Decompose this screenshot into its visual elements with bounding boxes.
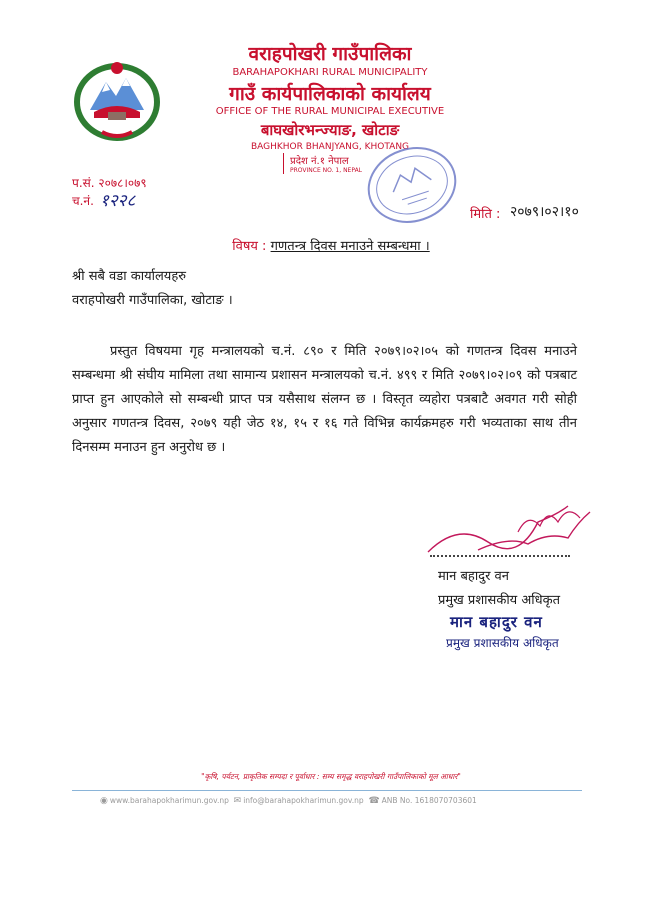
addressee-line-1: श्री सबै वडा कार्यालयहरु bbox=[72, 269, 187, 284]
office-stamp-icon bbox=[362, 140, 462, 230]
office-name-devanagari: गाउँ कार्यपालिकाको कार्यालय bbox=[229, 83, 431, 105]
reference-cn-value: १२२८ bbox=[100, 191, 136, 211]
org-name-english: BARAHAPOKHARI RURAL MUNICIPALITY bbox=[232, 67, 428, 78]
handwritten-signature bbox=[418, 492, 598, 572]
signatory-title: प्रमुख प्रशासकीय अधिकृत bbox=[438, 593, 561, 608]
province-english: PROVINCE NO. 1, NEPAL bbox=[290, 167, 363, 174]
footer-email: info@barahapokharimun.gov.np bbox=[243, 796, 364, 805]
globe-icon: ◉ bbox=[100, 796, 108, 806]
date-value: २०७९।०२।१० bbox=[510, 204, 579, 220]
footer-divider bbox=[72, 790, 582, 791]
footer-contact bbox=[100, 796, 477, 806]
signatory-name: मान बहादुर वन bbox=[438, 569, 509, 584]
subject-label: विषय : bbox=[232, 239, 267, 254]
email-icon: ✉ bbox=[233, 796, 242, 806]
reference-cn-label: च.नं. bbox=[72, 194, 94, 208]
signatory-stamp-title: प्रमुख प्रशासकीय अधिकृत bbox=[446, 636, 559, 650]
letter-body: प्रस्तुत विषयमा गृह मन्त्रालयको च.नं. ८९० र मिति २०७९।०२।०५ को गणतन्त्र दिवस मनाउने सम्बन्धमा श्री संघीय मामिला तथा सामान्य प्रशासन मन्त्रालयको च.नं. ४९९ र मिति २०७९।०२।०९ को पत्रबाट प्राप्त हुन आएकोले सो सम्बन्धी प्राप्त पत्र यसैसाथ संलग्न छ । विस्तृत व्यहोरा पत्रबाटै अवगत गरी सोही अनुसार गणतन्त्र दिवस, २०७९ यही जेठ १४, १५ र १६ गते विभिन्न कार्यक्रमहरु गरी भव्यताका साथ तीन दिनसम्म मनाउन हुन अनुरोध छ । bbox=[72, 344, 577, 455]
subject-value: गणतन्त्र दिवस मनाउने सम्बन्धमा । bbox=[270, 239, 430, 254]
reference-ps-number: प.सं. २०७८।०७९ bbox=[72, 176, 147, 190]
province-box bbox=[283, 153, 370, 174]
org-name-devanagari: वराहपोखरी गाउँपालिका bbox=[248, 43, 412, 65]
province-devanagari: प्रदेश नं.१ नेपाल bbox=[290, 156, 349, 167]
footer-website: www.barahapokharimun.gov.np bbox=[109, 796, 229, 805]
nepal-emblem-icon bbox=[72, 52, 162, 142]
subject-line bbox=[0, 236, 662, 254]
footer-slogan: "कृषि, पर्यटन, प्राकृतिक सम्पदा र पूर्वाधार : सम्य समृद्ध वराहपोखरी गाउँपालिकाको मूल आधार" bbox=[201, 772, 461, 781]
signatory-stamp-name: मान बहादुर वन bbox=[450, 613, 543, 631]
place-name-english: BAGHKHOR BHANJYANG, KHOTANG bbox=[250, 142, 410, 152]
signature-line bbox=[430, 555, 570, 557]
office-name-english: OFFICE OF THE RURAL MUNICIPAL EXECUTIVE bbox=[215, 106, 445, 117]
place-name-devanagari: बाघखोरभन्ज्याङ, खोटाङ bbox=[260, 121, 400, 139]
footer-anb: ANB No. 1618070703601 bbox=[381, 796, 477, 805]
addressee-line-2: वराहपोखरी गाउँपालिका, खोटाङ । bbox=[72, 293, 233, 308]
date-label: मिति : bbox=[470, 207, 501, 222]
phone-icon: ☎ bbox=[368, 796, 380, 806]
